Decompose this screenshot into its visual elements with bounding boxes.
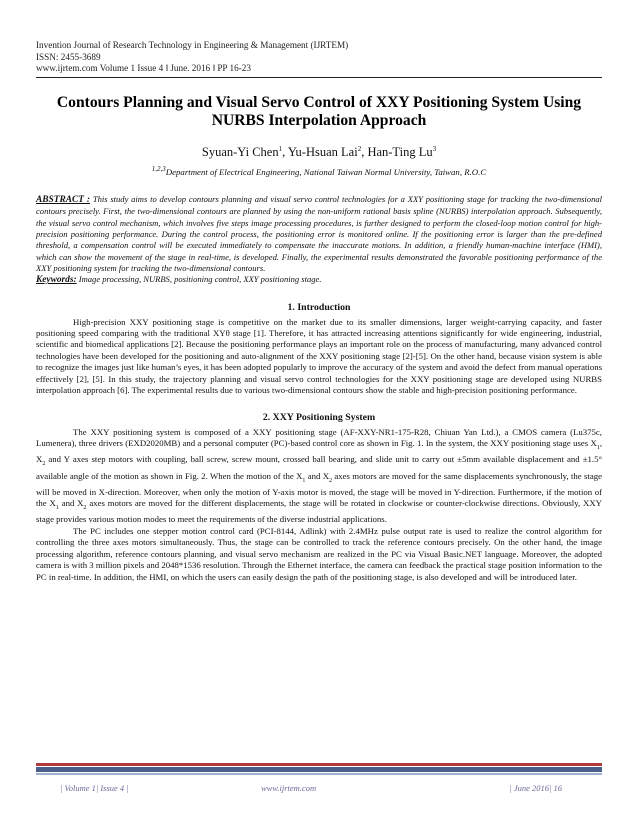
author-3-sup: 3 (432, 144, 437, 153)
xxy-paragraph-2: The PC includes one stepper motion control card (PCI-8144, Adlink) with 2.4MHz pulse output rate is used to realize the control algorithm for controlling the three axes motors simultaneously. Thus, the stage can be controlled to track the reference contours precisely. On the other hand, the image processing algorithm, reference contours planning, and visual servo mechanism are realized in the PC via Visual Basic.NET language. Moreover, the adopted camera is with 3 million pixels and 2048*1536 resolution. Through the Ethernet interface, the camera can feedback the practical stage position information to the PC in real-time. In addition, the HMI, on which the users can easily design the path of the positioning stage, is also developed and will be introduced later. (36, 525, 602, 582)
keywords (36, 274, 602, 286)
text-run: and X (58, 498, 84, 509)
journal-header (36, 40, 602, 75)
author-sep: , (282, 144, 288, 159)
author-3: Han-Ting Lu (367, 144, 433, 159)
footer-page: | June 2016| 16 (509, 783, 562, 793)
subscript: 2 (83, 505, 87, 511)
affiliation (36, 164, 602, 178)
title-line-1: Contours Planning and Visual Servo Control of XXY Positioning System Using (56, 93, 582, 111)
text-run: , X (36, 438, 602, 465)
author-1: Syuan-Yi Chen (201, 144, 279, 159)
paper-title (36, 94, 602, 131)
keywords-label: Keywords: (36, 275, 77, 286)
abstract-label: ABSTRACT : (36, 194, 91, 205)
section-heading-xxy-system: 2. XXY Positioning System (262, 411, 376, 423)
header-rule (36, 77, 602, 78)
author-list (36, 142, 602, 160)
text-run: The XXY positioning system is composed of a XXY positioning stage (AF-XXY-NR1-175-R28, Chiuan Yan Ltd.), a CMOS camera (Lu375c, Lumenera), three drivers (EXD2020MB) and a personal computer (PC)-based control core as shown in Fig. 1. In the system, the XXY positioning stage uses X (36, 426, 602, 449)
subscript: 1 (55, 505, 59, 511)
author-1-sup: 1 (278, 144, 283, 153)
author-2-sup: 2 (357, 144, 362, 153)
abstract-text: This study aims to develop contours planning and visual servo control technologies for a XXY positioning stage for tracking the two-dimensional contours precisely. First, the two-dimensional contours are planned by using the non-uniform rational basis spline (NURBS) interpolation approach. Subsequently, the visual servo control mechanism, which involves five steps image processing procedures, is further designed to perform the closed-loop motion control for high-precision positioning performance. During the control process, the positioning error is monitored online. If the positioning error is larger than the pre-defined threshold, a compensation control will be executed immediately to compensate the inaccurate motions. In addition, a friendly human-machine interface (HMI), which can show the movement of the stage in real-time, is developed. Finally, the experimental results demonstrated the favorable positioning performance of the XXY positioning system for tracking the two-dimensional contours. (36, 193, 602, 273)
footer-website: www.ijrtem.com (261, 783, 317, 793)
section-heading-introduction: 1. Introduction (287, 301, 351, 313)
title-line-2: NURBS Interpolation Approach (211, 112, 427, 130)
intro-paragraph: High-precision XXY positioning stage is competitive on the market due to its smaller dimensions, larger weight-carrying capacity, and faster positioning speed comparing with the traditional XYθ stage [1]. Therefore, it has attracted increasing attentions significantly for wide engineering, industrial, scientific and biomedical applications [2]. Because the positioning performance plays an important role on the process of manufacturing, many advanced control technologies have been developed for the positioning and auto-alignment of the XXY positioning stage [2]-[5]. On the other hand, because vision system is able to recognize the images just like human’s eyes, it has been adopted popularly to improve the accuracy of the system and avoid the defect from manual operations effectively [2], [5]. In this study, the trajectory planning and visual servo control technologies for the XXY positioning stage are developed using NURBS interpolation approach [6]. The experimental results due to various two-dimensional contours show the stable and high-precision positioning performance. (36, 316, 602, 396)
xxy-paragraph-1 (36, 427, 602, 526)
author-sep: , (361, 144, 368, 159)
subscript: 1 (596, 444, 600, 451)
subscript: 2 (42, 461, 46, 468)
page-footer (36, 763, 602, 797)
affiliation-text: Department of Electrical Engineering, National Taiwan Normal University, Taiwan, R.O.C (165, 166, 487, 177)
subscript: 2 (329, 477, 333, 484)
subscript: 1 (302, 477, 306, 484)
journal-name: Invention Journal of Research Technology in Engineering & Management (IJRTEM) (36, 40, 349, 50)
footer-bar-blue (36, 767, 602, 772)
text-run: axes motors are moved for the same displacements synchronously, the stage will be moved in X-direction. Moreover, when only the motion of Y-axis motor is moved, the stage will be moved in Y-direction. Furthermore, if the motion of the X (36, 470, 603, 509)
footer-bar-red (36, 763, 602, 766)
text-run: and Y axes step motors with coupling, ball screw, screw mount, crossed ball bearing, and slide unit to carry out ±5mm available displacement and ±1.5° available angle of the motion as shown in Fig. 2. When the motion of the X (36, 454, 602, 481)
journal-issn: ISSN: 2455-3689 (36, 51, 101, 62)
footer-bar-light (36, 773, 602, 775)
abstract (36, 194, 602, 274)
footer-volume: | Volume 1| Issue 4 | (60, 783, 129, 793)
affiliation-sup: 1,2,3 (151, 164, 166, 173)
journal-volume: www.ijrtem.com Volume 1 Issue 4 ǁ June. 2016 ǁ PP 16-23 (36, 63, 251, 74)
author-2: Yu-Hsuan Lai (287, 144, 358, 159)
paper-page (36, 40, 602, 583)
text-run: and X (305, 470, 330, 481)
keywords-text: Image processing, NURBS, positioning control, XXY positioning stage. (76, 274, 322, 285)
text-run: axes motors are moved for the different displacements, the stage will be rotated in clockwise or counter-clockwise directions. Obviously, XXY stage provides various motion modes to meet the requirements of the diverse industrial applications. (36, 498, 602, 525)
footer-text (36, 783, 602, 797)
